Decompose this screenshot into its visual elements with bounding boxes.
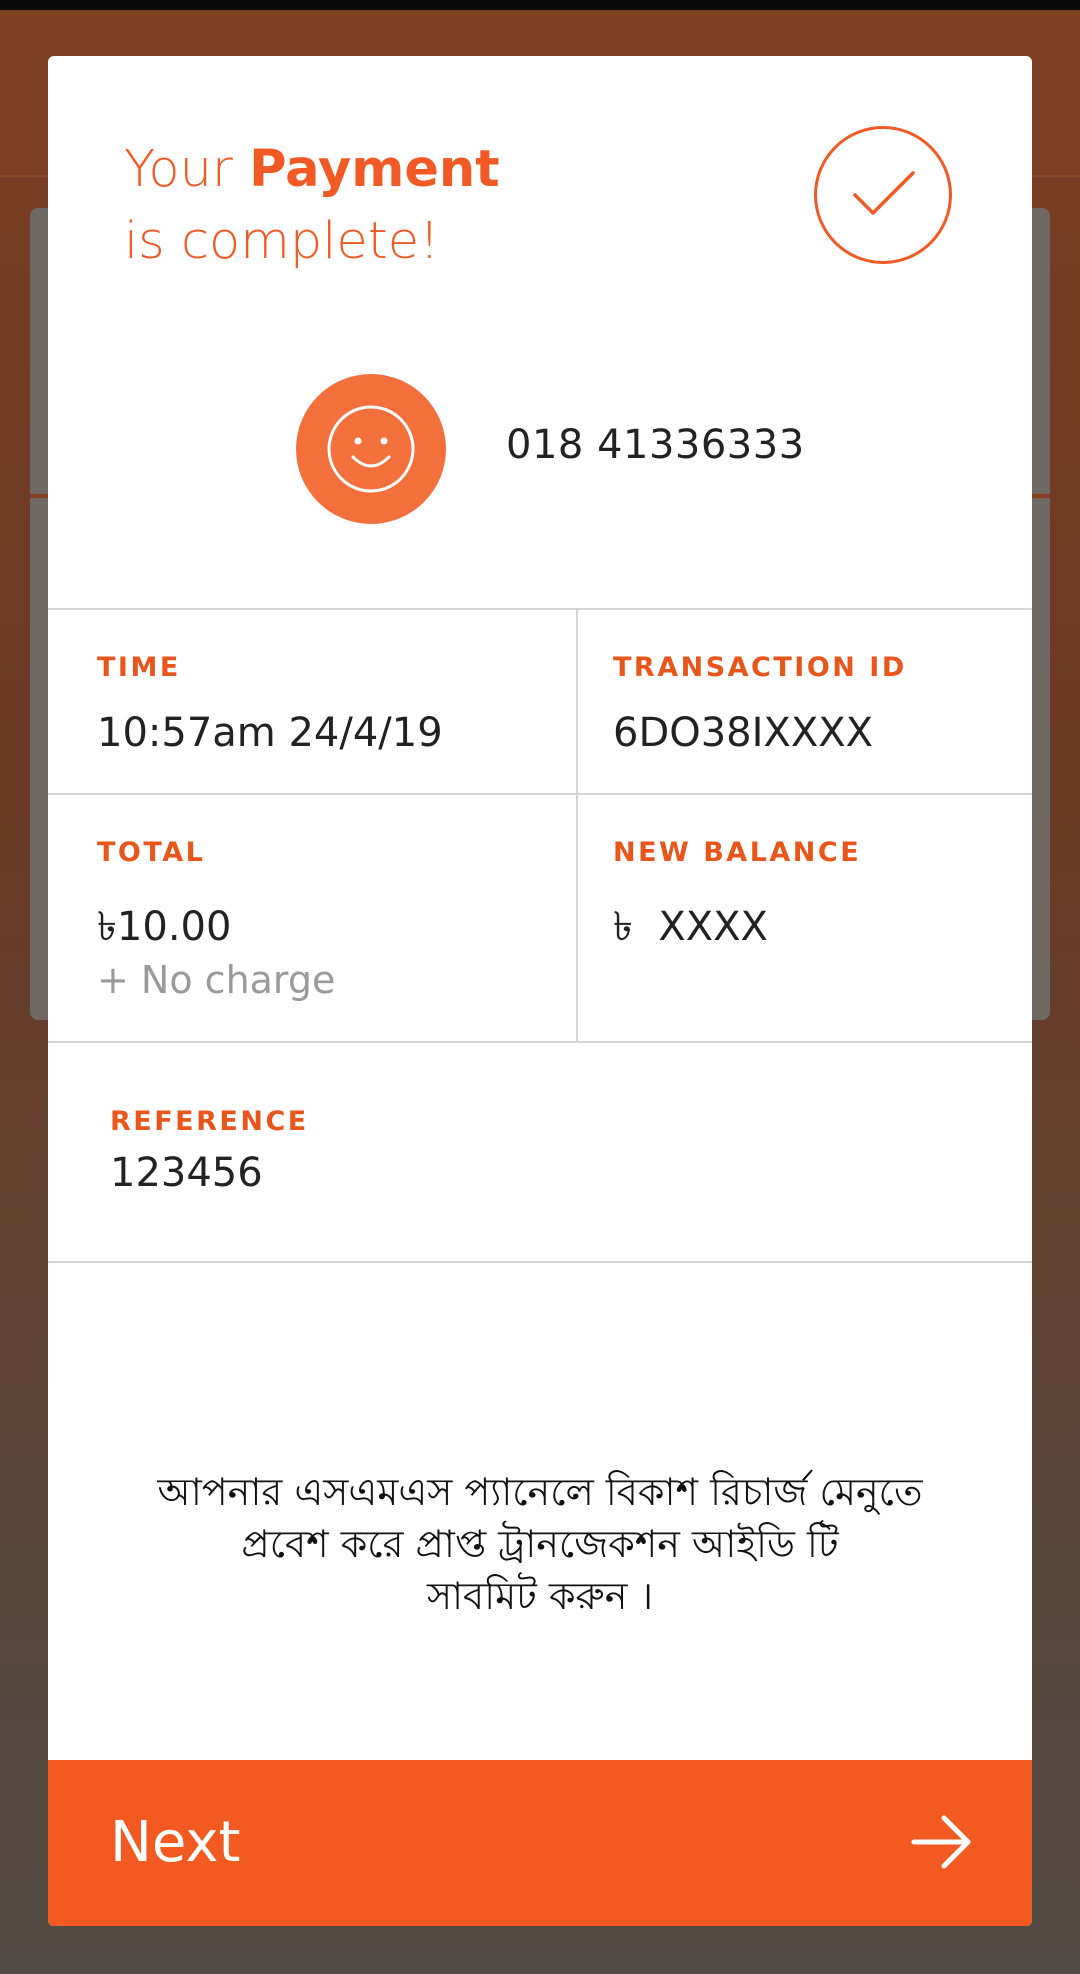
- recipient-phone: 018 41336333: [506, 422, 805, 468]
- smiley-face-icon: [296, 374, 446, 524]
- reference-value: 123456: [110, 1150, 263, 1196]
- instruction-message: [88, 1466, 992, 1622]
- reference-label: REFERENCE: [110, 1106, 309, 1137]
- message-line: সাবমিট করুন ।: [426, 1574, 654, 1618]
- new-balance-value: ৳ XXXX: [613, 904, 768, 950]
- time-value: 10:57am 24/4/19: [97, 710, 443, 756]
- time-label: TIME: [97, 652, 181, 683]
- title-prefix: Your: [124, 140, 250, 199]
- arrow-right-icon: [910, 1812, 974, 1872]
- message-line: প্রবেশ করে প্রাপ্ত ট্রানজেকশন আইডি টি: [241, 1522, 839, 1566]
- title-bold: Payment: [249, 140, 500, 199]
- divider: [48, 793, 1032, 795]
- new-balance-label: NEW BALANCE: [613, 837, 862, 868]
- dialog-title: [124, 134, 500, 278]
- transaction-id-label: TRANSACTION ID: [613, 652, 907, 683]
- divider: [576, 608, 578, 1041]
- status-bar: [0, 0, 1080, 10]
- transaction-id-value: 6DO38IXXXX: [613, 710, 874, 756]
- divider: [48, 1041, 1032, 1043]
- divider: [48, 1261, 1032, 1263]
- next-button-label: Next: [110, 1810, 241, 1875]
- success-check-icon: [814, 126, 952, 264]
- total-value: ৳10.00: [97, 904, 232, 950]
- divider: [48, 608, 1032, 610]
- payment-complete-dialog: [48, 56, 1032, 1926]
- charge-note: + No charge: [97, 958, 336, 1002]
- title-line2: is complete!: [124, 212, 440, 271]
- next-button[interactable]: [48, 1760, 1032, 1926]
- message-line: আপনার এসএমএস প্যানেলে বিকাশ রিচার্জ মেনুতে: [157, 1470, 923, 1514]
- total-label: TOTAL: [97, 837, 206, 868]
